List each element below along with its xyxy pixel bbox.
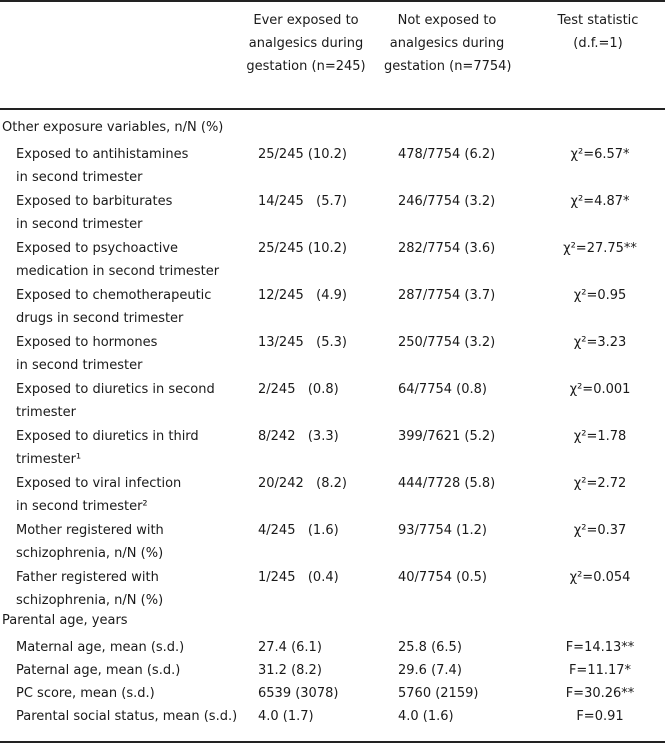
cell-ever-exposed: 31.2 (8.2) (258, 663, 322, 678)
row-label (16, 705, 238, 728)
row-label (16, 425, 231, 471)
cell-test-statistic: χ²=27.75** (563, 241, 637, 256)
table-row (0, 421, 665, 468)
section-header-row (0, 609, 665, 632)
table-row (0, 280, 665, 327)
row-label-line: in second trimester (16, 217, 143, 232)
row-label-line: Exposed to antihistamines (16, 147, 189, 162)
cell-not-exposed: 5760 (2159) (398, 686, 479, 701)
table-bottom-rule (0, 741, 665, 743)
cell-not-exposed: 40/7754 (0.5) (398, 570, 487, 585)
row-label-line: Exposed to barbiturates (16, 194, 173, 209)
table-body (0, 116, 665, 724)
cell-test-statistic: χ²=0.054 (569, 570, 631, 585)
cell-test-statistic: F=14.13** (565, 640, 635, 655)
row-label-line: PC score, mean (s.d.) (16, 686, 155, 701)
table-row (0, 186, 665, 233)
cell-test-statistic: χ²=0.37 (573, 523, 627, 538)
header-line: analgesics during (248, 36, 364, 51)
table-row (0, 678, 665, 701)
cell-ever-exposed: 25/245 (10.2) (258, 241, 347, 256)
header-line: gestation (n=7754) (384, 59, 512, 74)
cell-not-exposed: 399/7621 (5.2) (398, 429, 496, 444)
cell-not-exposed: 64/7754 (0.8) (398, 382, 487, 397)
cell-not-exposed: 287/7754 (3.7) (398, 288, 496, 303)
row-label (16, 284, 231, 330)
cell-ever-exposed: 4.0 (1.7) (258, 709, 314, 724)
row-label-line: in second trimester (16, 358, 143, 373)
row-label-line: Mother registered with (16, 523, 164, 538)
row-label-line: Exposed to hormones (16, 335, 158, 350)
row-label-line: schizophrenia, n/N (%) (16, 593, 164, 608)
cell-ever-exposed: 13/245 (5.3) (258, 335, 347, 350)
table-row (0, 655, 665, 678)
table-row (0, 468, 665, 515)
row-label-line: trimester¹ (16, 452, 82, 467)
header-line: analgesics during (389, 36, 505, 51)
row-label-line: Exposed to diuretics in third (16, 429, 199, 444)
cell-test-statistic: χ²=1.78 (573, 429, 627, 444)
table-row (0, 374, 665, 421)
cell-not-exposed: 246/7754 (3.2) (398, 194, 496, 209)
table-row (0, 233, 665, 280)
table-row (0, 632, 665, 655)
row-label (16, 519, 231, 565)
table-top-rule (0, 0, 665, 2)
row-label (16, 378, 231, 424)
cell-not-exposed: 29.6 (7.4) (398, 663, 462, 678)
header-line: Not exposed to (397, 13, 497, 28)
row-label (16, 566, 231, 612)
cell-test-statistic: χ²=0.95 (573, 288, 627, 303)
row-label-line: Parental social status, mean (s.d.) (16, 709, 238, 724)
header-not-exposed (384, 9, 510, 78)
row-label-line: medication in second trimester (16, 264, 220, 279)
cell-not-exposed: 444/7728 (5.8) (398, 476, 496, 491)
header-rule (0, 108, 665, 110)
header-line: gestation (n=245) (246, 59, 366, 74)
cell-test-statistic: χ²=0.001 (569, 382, 631, 397)
cell-not-exposed: 25.8 (6.5) (398, 640, 462, 655)
header-line: Test statistic (557, 13, 639, 28)
cell-not-exposed: 282/7754 (3.6) (398, 241, 496, 256)
cell-ever-exposed: 27.4 (6.1) (258, 640, 322, 655)
cell-test-statistic: χ²=6.57* (570, 147, 630, 162)
cell-ever-exposed: 6539 (3078) (258, 686, 339, 701)
cell-ever-exposed: 2/245 (0.8) (258, 382, 339, 397)
cell-test-statistic: χ²=3.23 (573, 335, 627, 350)
cell-ever-exposed: 4/245 (1.6) (258, 523, 339, 538)
row-label-line: Exposed to viral infection (16, 476, 182, 491)
table-row (0, 701, 665, 724)
cell-ever-exposed: 20/242 (8.2) (258, 476, 347, 491)
row-label (16, 331, 231, 377)
row-label-line: schizophrenia, n/N (%) (16, 546, 164, 561)
row-label-line: in second trimester² (16, 499, 148, 514)
cell-test-statistic: F=30.26** (565, 686, 635, 701)
cell-test-statistic: F=11.17* (568, 663, 632, 678)
cell-test-statistic: χ²=2.72 (573, 476, 627, 491)
cell-not-exposed: 93/7754 (1.2) (398, 523, 487, 538)
table-row (0, 139, 665, 186)
cell-test-statistic: χ²=4.87* (570, 194, 630, 209)
cell-test-statistic: F=0.91 (576, 709, 624, 724)
section-header-row (0, 116, 665, 139)
row-label (16, 143, 231, 189)
header-line: Ever exposed to (253, 13, 359, 28)
table-row (0, 562, 665, 609)
row-label-line: Exposed to psychoactive (16, 241, 179, 256)
row-label-line: Father registered with (16, 570, 159, 585)
row-label-line: Maternal age, mean (s.d.) (16, 640, 185, 655)
section-label: Other exposure variables, n/N (%) (2, 120, 224, 135)
header-line: (d.f.=1) (573, 36, 623, 51)
header-ever-exposed (242, 9, 370, 78)
header-test-statistic (548, 9, 648, 55)
cell-ever-exposed: 1/245 (0.4) (258, 570, 339, 585)
cell-not-exposed: 478/7754 (6.2) (398, 147, 496, 162)
table-row (0, 327, 665, 374)
section-label: Parental age, years (2, 613, 128, 628)
cell-ever-exposed: 25/245 (10.2) (258, 147, 347, 162)
cell-ever-exposed: 14/245 (5.7) (258, 194, 347, 209)
row-label (16, 472, 231, 518)
cell-ever-exposed: 8/242 (3.3) (258, 429, 339, 444)
cell-not-exposed: 250/7754 (3.2) (398, 335, 496, 350)
cell-ever-exposed: 12/245 (4.9) (258, 288, 347, 303)
table-row (0, 515, 665, 562)
row-label-line: trimester (16, 405, 76, 420)
row-label (16, 190, 231, 236)
row-label-line: in second trimester (16, 170, 143, 185)
row-label (16, 237, 231, 283)
cell-not-exposed: 4.0 (1.6) (398, 709, 454, 724)
row-label-line: Paternal age, mean (s.d.) (16, 663, 181, 678)
row-label-line: Exposed to diuretics in second (16, 382, 215, 397)
row-label-line: Exposed to chemotherapeutic (16, 288, 212, 303)
row-label-line: drugs in second trimester (16, 311, 184, 326)
